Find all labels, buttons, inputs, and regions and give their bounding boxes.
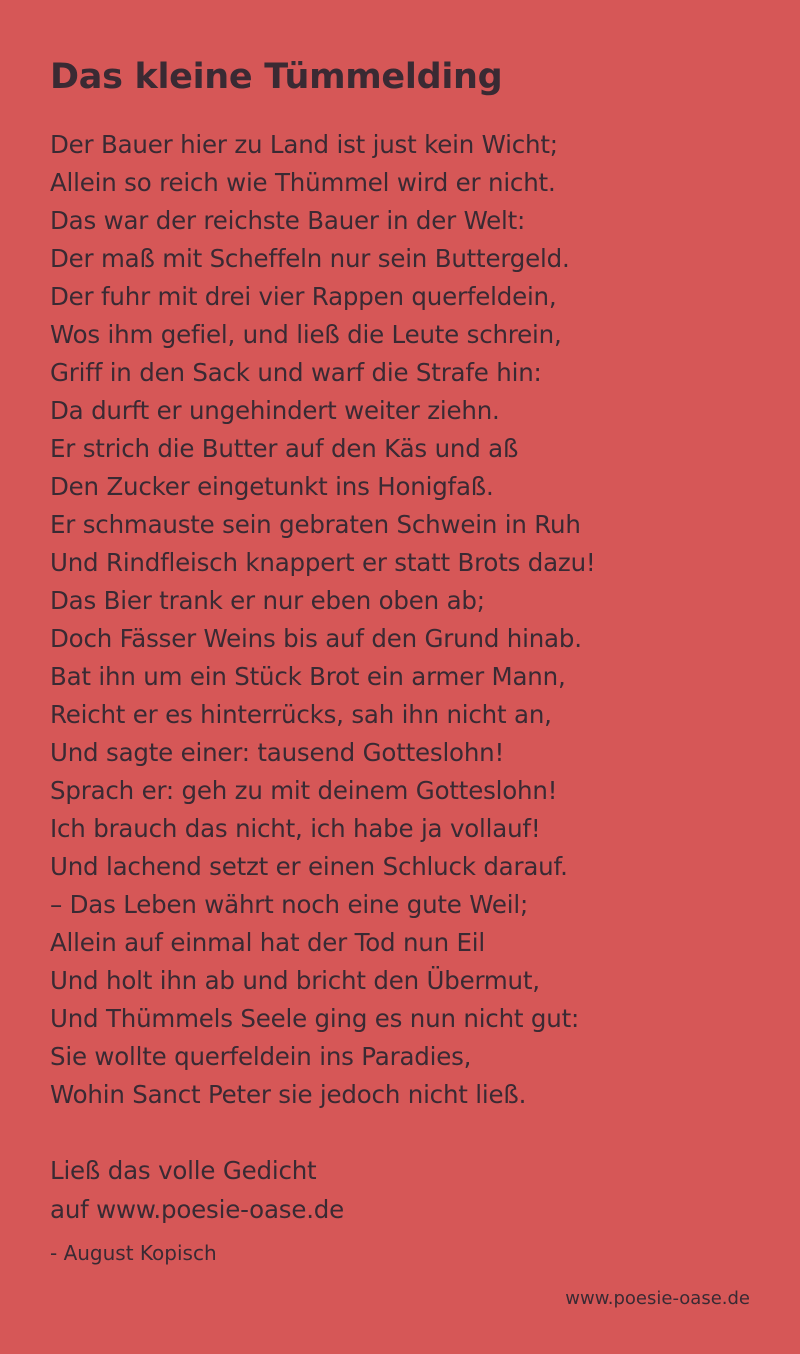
- poem-line: Das war der reichste Bauer in der Welt:: [50, 206, 526, 235]
- poem-line: Sprach er: geh zu mit deinem Gotteslohn!: [50, 776, 558, 805]
- poem-line: Doch Fässer Weins bis auf den Grund hinab.: [50, 624, 582, 653]
- full-poem-note-line: Ließ das volle Gedicht: [50, 1156, 317, 1185]
- poem-line: Wohin Sanct Peter sie jedoch nicht ließ.: [50, 1080, 527, 1109]
- poem-body: [50, 126, 596, 1114]
- poem-line: – Das Leben währt noch eine gute Weil;: [50, 890, 528, 919]
- poem-line: Er strich die Butter auf den Käs und aß: [50, 434, 519, 463]
- poem-line: Wos ihm gefiel, und ließ die Leute schrein,: [50, 320, 562, 349]
- poem-line: Der Bauer hier zu Land ist just kein Wicht;: [50, 130, 558, 159]
- poem-line: Und Rindfleisch knappert er statt Brots dazu!: [50, 548, 596, 577]
- poem-line: Und sagte einer: tausend Gotteslohn!: [50, 738, 505, 767]
- author: - August Kopisch: [50, 1241, 217, 1265]
- poem-line: Und lachend setzt er einen Schluck darauf.: [50, 852, 568, 881]
- poem-line: Allein auf einmal hat der Tod nun Eil: [50, 928, 486, 957]
- poem-line: Griff in den Sack und warf die Strafe hin:: [50, 358, 542, 387]
- poem-title: Das kleine Tümmelding: [50, 57, 503, 97]
- poem-line: Bat ihn um ein Stück Brot ein armer Mann,: [50, 662, 566, 691]
- poem-line: Ich brauch das nicht, ich habe ja vollauf!: [50, 814, 541, 843]
- poem-line: Sie wollte querfeldein ins Paradies,: [50, 1042, 472, 1071]
- poem-line: Er schmauste sein gebraten Schwein in Ruh: [50, 510, 581, 539]
- poem-line: Und Thümmels Seele ging es nun nicht gut:: [50, 1004, 580, 1033]
- poem-line: Das Bier trank er nur eben oben ab;: [50, 586, 485, 615]
- poem-line: Der maß mit Scheffeln nur sein Buttergeld.: [50, 244, 570, 273]
- poem-line: Und holt ihn ab und bricht den Übermut,: [50, 966, 540, 995]
- poem-line: Allein so reich wie Thümmel wird er nicht.: [50, 168, 556, 197]
- poem-line: Da durft er ungehindert weiter ziehn.: [50, 396, 500, 425]
- poem-line: Der fuhr mit drei vier Rappen querfeldein,: [50, 282, 557, 311]
- full-poem-link: auf www.poesie-oase.de: [50, 1195, 345, 1224]
- poem-line: Den Zucker eingetunkt ins Honigfaß.: [50, 472, 494, 501]
- poem-line: Reicht er es hinterrücks, sah ihn nicht an,: [50, 700, 552, 729]
- website-watermark: www.poesie-oase.de: [565, 1288, 750, 1309]
- full-poem-note: [50, 1151, 344, 1229]
